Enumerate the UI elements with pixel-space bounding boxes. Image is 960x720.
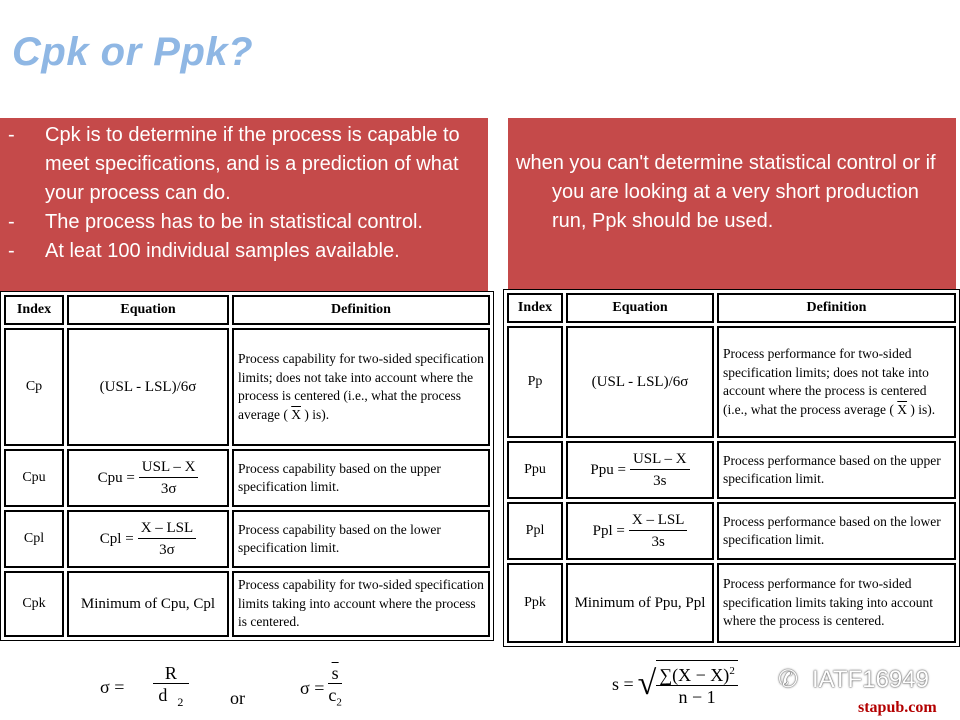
header-index: Index (507, 293, 563, 323)
fraction: $\frac{\text{X – LSL}}{3s}$ (629, 510, 688, 553)
header-equation: Equation (566, 293, 714, 323)
performance-index-table (503, 289, 960, 647)
definition-cell: Process performance based on the lower specification limit. (717, 502, 956, 560)
bullet-item: - The process has to be in statistical control. (8, 211, 423, 233)
index-cell: Cpu (4, 449, 64, 507)
wechat-icon: ✆ (778, 666, 799, 693)
site-link[interactable]: stapub.com (858, 699, 937, 716)
index-cell: Cpk (4, 571, 64, 637)
fraction: $\frac{\overline{s}}{c_2}$ (328, 663, 342, 709)
sqrt-symbol: √ (637, 665, 657, 702)
equation-cell: (USL - LSL)/6σ (566, 326, 714, 438)
equation-cell: Cpl = $\frac{\text{X – LSL}}{3\sigma}$ (67, 510, 229, 568)
bullet-item: - At leat 100 individual samples available. (8, 240, 400, 262)
definition-cell: Process capability based on the upper specification limit. (232, 449, 490, 507)
watermark-text: IATF16949 (812, 666, 929, 693)
table-row (507, 563, 956, 643)
fraction: $\frac{R}{d _2}$ (153, 663, 189, 713)
definition-cell: Process performance for two-sided specification limits; does not take into account where the process is centered (i.e., what the process average ( $\overline{X}$ ) is). (717, 326, 956, 438)
or-text: or (230, 688, 245, 708)
header-definition: Definition (232, 295, 490, 325)
table-row (507, 326, 956, 438)
ppk-explanation-text: when you can't determine statistical control or if you are looking at a very short production run, Ppk should be used. (516, 152, 936, 232)
definition-cell: Process performance for two-sided specification limits taking into account where the process is centered. (717, 563, 956, 643)
sigma-rbar-formula: σ = $\frac{R}{d _2}$ (100, 663, 189, 713)
equation-cell: Cpu = $\frac{\text{USL – X}}{3\sigma}$ (67, 449, 229, 507)
fraction: $\frac{\sum(X - X)^2}{n - 1}$ (656, 660, 737, 708)
header-equation: Equation (67, 295, 229, 325)
header-definition: Definition (717, 293, 956, 323)
table-row (4, 571, 490, 637)
sample-std-dev-formula: s = √ $\frac{\sum(X - X)^2}{n - 1}$ (612, 660, 738, 708)
fraction: $\frac{\text{USL – X}}{3\sigma}$ (139, 457, 199, 500)
equation-cell: (USL - LSL)/6σ (67, 328, 229, 446)
table-header-row (507, 293, 956, 323)
fraction: $\frac{\text{USL – X}}{3s}$ (630, 449, 690, 492)
index-cell: Cp (4, 328, 64, 446)
index-cell: Ppu (507, 441, 563, 499)
equation-cell: Ppu = $\frac{\text{USL – X}}{3s}$ (566, 441, 714, 499)
bullet-item: - Cpk is to determine if the process is capable to meet specifications, and is a prediction of what your process can do. (8, 124, 460, 204)
table-row (507, 441, 956, 499)
table-row (4, 510, 490, 568)
header-index: Index (4, 295, 64, 325)
table-row (4, 449, 490, 507)
capability-index-table (0, 291, 494, 641)
slide-title: Cpk or Ppk? (12, 30, 254, 74)
fraction: $\frac{\text{X – LSL}}{3\sigma}$ (138, 518, 197, 561)
definition-cell: Process capability based on the lower specification limit. (232, 510, 490, 568)
cpk-explanation-box (0, 118, 488, 302)
equation-cell: Minimum of Cpu, Cpl (67, 571, 229, 637)
equation-cell: Minimum of Ppu, Ppl (566, 563, 714, 643)
index-cell: Pp (507, 326, 563, 438)
definition-cell: Process performance based on the upper specification limit. (717, 441, 956, 499)
definition-cell: Process capability for two-sided specification limits; does not take into account where the process is centered (i.e., what the process average ( $\overline{X}$ ) is). (232, 328, 490, 446)
cpk-bullet-list (0, 118, 488, 266)
index-cell: Cpl (4, 510, 64, 568)
index-cell: Ppk (507, 563, 563, 643)
table-row (507, 502, 956, 560)
ppk-explanation-box (508, 118, 956, 302)
table-header-row (4, 295, 490, 325)
equation-cell: Ppl = $\frac{\text{X – LSL}}{3s}$ (566, 502, 714, 560)
sigma-sbar-formula: σ = $\frac{\overline{s}}{c_2}$ (300, 663, 342, 714)
definition-cell: Process capability for two-sided specification limits taking into account where the process is centered. (232, 571, 490, 637)
index-cell: Ppl (507, 502, 563, 560)
table-row (4, 328, 490, 446)
